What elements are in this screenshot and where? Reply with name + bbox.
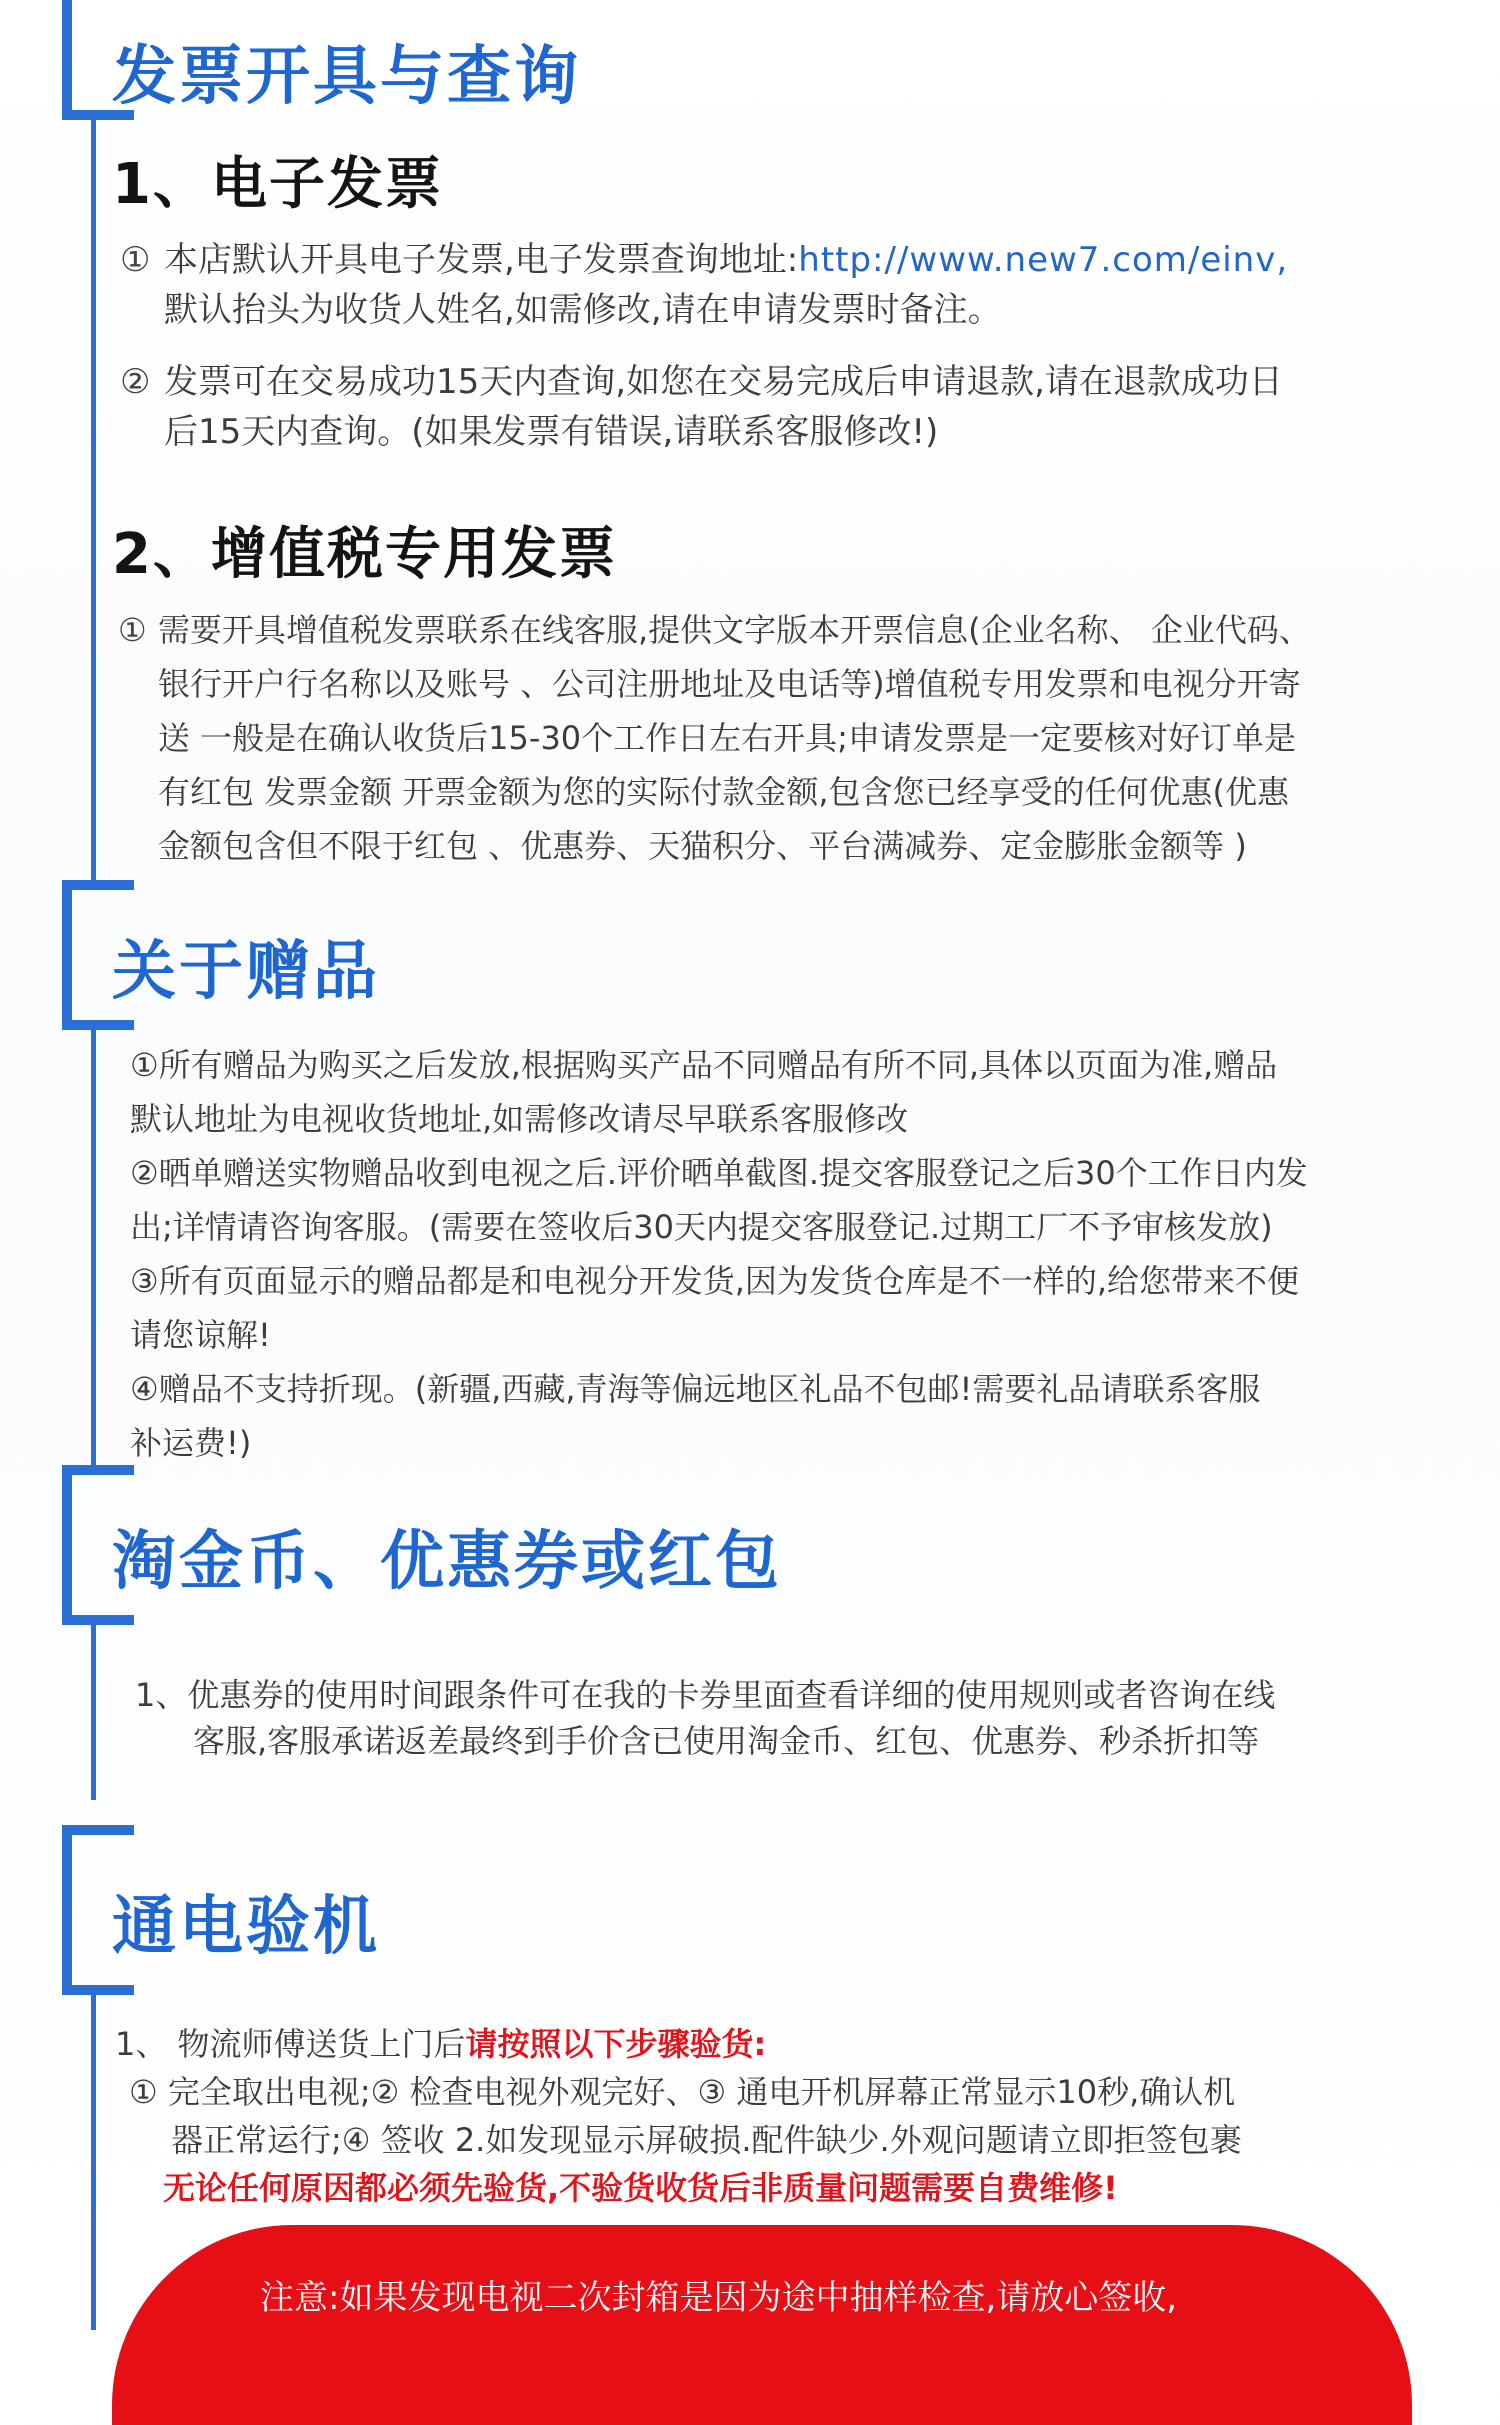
item-number: ① xyxy=(120,240,151,280)
timeline-line xyxy=(91,1025,96,1465)
power-test-highlight: 请按照以下步骤验货: xyxy=(465,2025,767,2063)
item-text: 后15天内查询。(如果发票有错误,请联系客服修改!) xyxy=(164,412,939,452)
power-test-text xyxy=(115,2020,1242,2212)
item-text: 银行开户行名称以及账号 、公司注册地址及电话等)增值税专用发票和电视分开寄 xyxy=(158,665,1301,703)
coupons-line: 客服,客服承诺返差最终到手价含已使用淘金币、红包、优惠券、秒杀折扣等 xyxy=(193,1722,1260,1760)
notice-banner-text: 注意:如果发现电视二次封箱是因为途中抽样检查,请放心签收, xyxy=(260,2278,1178,2318)
item-text: 金额包含但不限于红包 、优惠券、天猫积分、平台满减券、定金膨胀金额等 ) xyxy=(158,827,1247,865)
power-test-line: ① 完全取出电视;② 检查电视外观完好、③ 通电开机屏幕正常显示10秒,确认机 xyxy=(129,2073,1236,2111)
gifts-line: 补运费!) xyxy=(130,1424,252,1462)
timeline-line xyxy=(91,1990,96,2330)
section-title-coupons: 淘金币、优惠券或红包 xyxy=(112,1525,782,1599)
invoice-query-link[interactable]: http://www.new7.com/einv, xyxy=(798,240,1289,280)
gifts-line: ③所有页面显示的赠品都是和电视分开发货,因为发货仓库是不一样的,给您带来不便 xyxy=(130,1262,1300,1300)
item-text: 送 一般是在确认收货后15-30个工作日左右开具;申请发票是一定要核对好订单是 xyxy=(158,719,1296,757)
power-test-line: 1、 物流师傅送货上门后 xyxy=(115,2025,466,2063)
gifts-line: 出;详情请咨询客服。(需要在签收后30天内提交客服登记.过期工厂不予审核发放) xyxy=(130,1208,1273,1246)
coupons-text xyxy=(135,1672,1275,1764)
item-text: 需要开具增值税发票联系在线客服,提供文字版本开票信息(企业名称、 企业代码、 xyxy=(158,611,1311,649)
e-invoice-item-2 xyxy=(120,357,1283,457)
timeline-line xyxy=(91,1620,96,1800)
section-title-invoice: 发票开具与查询 xyxy=(112,40,581,114)
power-test-line: 器正常运行;④ 签收 2.如发现显示屏破损.配件缺少.外观问题请立即拒签包裹 xyxy=(171,2121,1242,2159)
gifts-line: 默认地址为电视收货地址,如需修改请尽早联系客服修改 xyxy=(130,1100,909,1138)
gifts-line: 请您谅解! xyxy=(130,1316,271,1354)
timeline-line xyxy=(91,120,96,880)
item-text: 有红包 发票金额 开票金额为您的实际付款金额,包含您已经享受的任何优惠(优惠 xyxy=(158,773,1290,811)
item-number: ① xyxy=(118,611,147,649)
subsection-title-e-invoice: 1、电子发票 xyxy=(112,152,443,217)
gifts-line: ④赠品不支持折现。(新疆,西藏,青海等偏远地区礼品不包邮!需要礼品请联系客服 xyxy=(130,1370,1261,1408)
item-text: 本店默认开具电子发票,电子发票查询地址: xyxy=(164,240,799,280)
gifts-line: ①所有赠品为购买之后发放,根据购买产品不同赠品有所不同,具体以页面为准,赠品 xyxy=(130,1046,1278,1084)
notice-banner xyxy=(112,2225,1412,2425)
item-number: ② xyxy=(120,362,151,402)
e-invoice-item-1 xyxy=(120,235,1288,335)
coupons-line: 1、优惠券的使用时间跟条件可在我的卡券里面查看详细的使用规则或者咨询在线 xyxy=(135,1676,1276,1714)
gifts-text xyxy=(130,1038,1308,1470)
power-test-warning: 无论任何原因都必须先验货,不验货收货后非质量问题需要自费维修! xyxy=(163,2169,1118,2207)
gifts-line: ②晒单赠送实物赠品收到电视之后.评价晒单截图.提交客服登记之后30个工作日内发 xyxy=(130,1154,1308,1192)
item-text: 发票可在交易成功15天内查询,如您在交易完成后申请退款,请在退款成功日 xyxy=(164,362,1283,402)
section-title-power-test: 通电验机 xyxy=(112,1890,380,1964)
section-title-gifts: 关于赠品 xyxy=(112,935,380,1009)
vat-invoice-item xyxy=(118,603,1311,873)
item-text: 默认抬头为收货人姓名,如需修改,请在申请发票时备注。 xyxy=(164,290,1002,330)
subsection-title-vat-invoice: 2、增值税专用发票 xyxy=(112,522,617,587)
